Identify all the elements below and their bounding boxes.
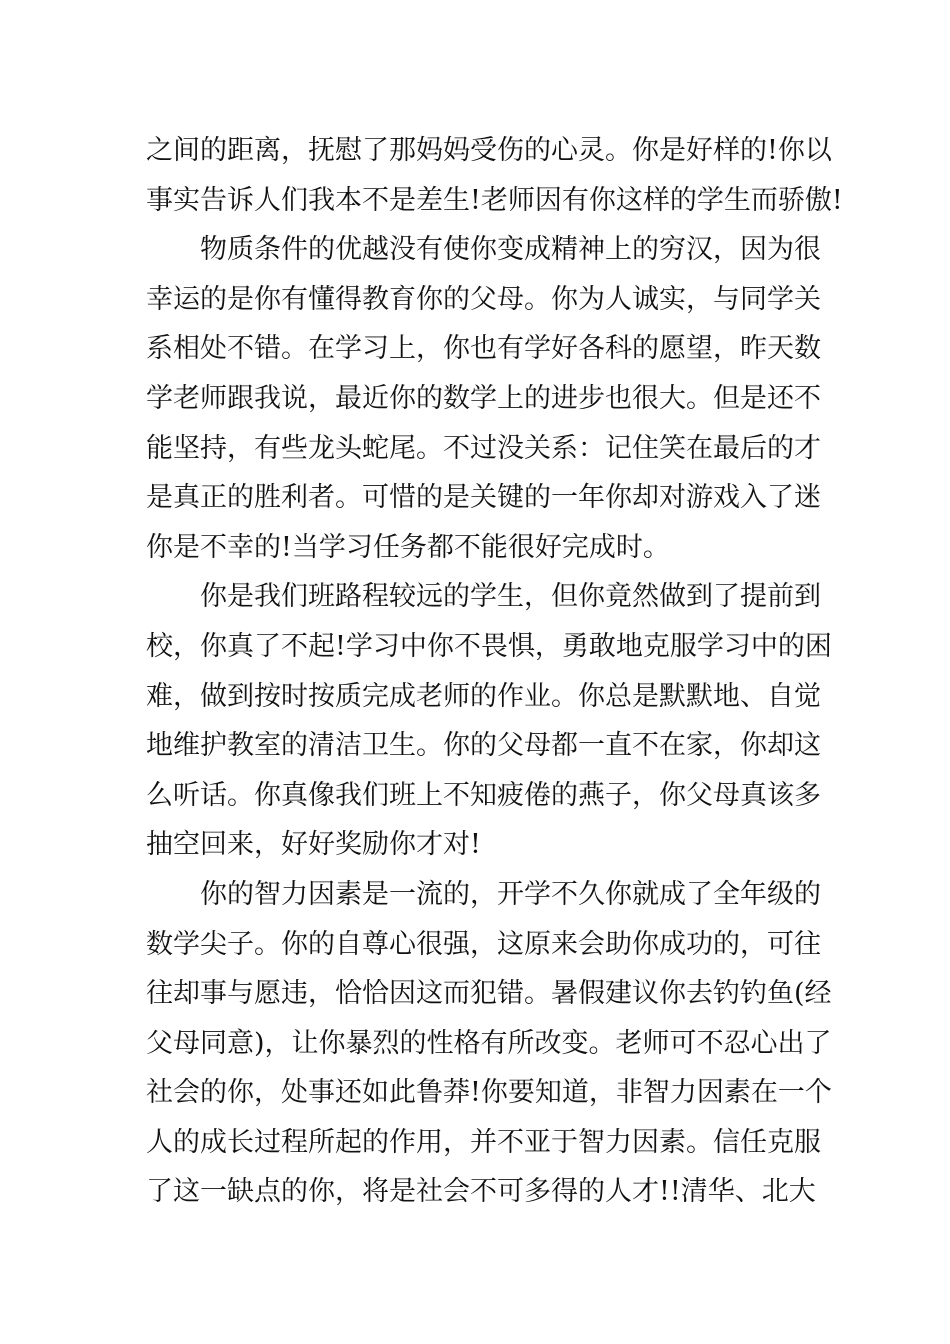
text-line: 之间的距离，抚慰了那妈妈受伤的心灵。你是好样的!你以 (146, 135, 832, 166)
text-line: 地维护教室的清洁卫生。你的父母都一直不在家，你却这 (146, 730, 821, 762)
text-line: 父母同意)，让你暴烈的性格有所改变。老师可不忍心出了 (146, 1027, 832, 1059)
text-line: 往却事与愿违，恰恰因这而犯错。暑假建议你去钓钓鱼(经 (146, 978, 832, 1010)
text-line: 系相处不错。在学习上，你也有学好各科的愿望，昨天数 (146, 333, 821, 365)
text-line: 是真正的胜利者。可惜的是关键的一年你却对游戏入了迷 (146, 482, 821, 514)
text-line: 校，你真了不起!学习中你不畏惧，勇敢地克服学习中的困 (146, 630, 832, 662)
body-text (146, 126, 843, 1217)
text-line: 事实告诉人们我本不是差生!老师因有你这样的学生而骄傲! (146, 184, 843, 216)
text-line: 社会的你，处事还如此鲁莽!你要知道，非智力因素在一个 (146, 1077, 832, 1109)
text-line: 抽空回来，好好奖励你才对! (146, 829, 481, 861)
text-line: 学老师跟我说，最近你的数学上的进步也很大。但是还不 (146, 382, 821, 414)
text-line: 你是不幸的!当学习任务都不能很好完成时。 (146, 531, 670, 563)
text-line: 人的成长过程所起的作用，并不亚于智力因素。信任克服 (146, 1126, 821, 1158)
text-line: 难，做到按时按质完成老师的作业。你总是默默地、自觉 (146, 680, 821, 712)
text-line: 幸运的是你有懂得教育你的父母。你为人诚实，与同学关 (146, 283, 821, 315)
text-line: 能坚持，有些龙头蛇尾。不过没关系：记住笑在最后的才 (146, 432, 821, 464)
paragraph-first-line: 你的智力因素是一流的，开学不久你就成了全年级的 (200, 878, 821, 910)
paragraph-first-line: 物质条件的优越没有使你变成精神上的穷汉，因为很 (200, 234, 821, 266)
text-line: 数学尖子。你的自尊心很强，这原来会助你成功的，可往 (146, 928, 821, 960)
text-line: 么听话。你真像我们班上不知疲倦的燕子，你父母真该多 (146, 779, 821, 811)
paragraph-first-line: 你是我们班路程较远的学生，但你竟然做到了提前到 (200, 581, 821, 613)
text-line: 了这一缺点的你，将是社会不可多得的人才!!清华、北大 (146, 1176, 816, 1208)
